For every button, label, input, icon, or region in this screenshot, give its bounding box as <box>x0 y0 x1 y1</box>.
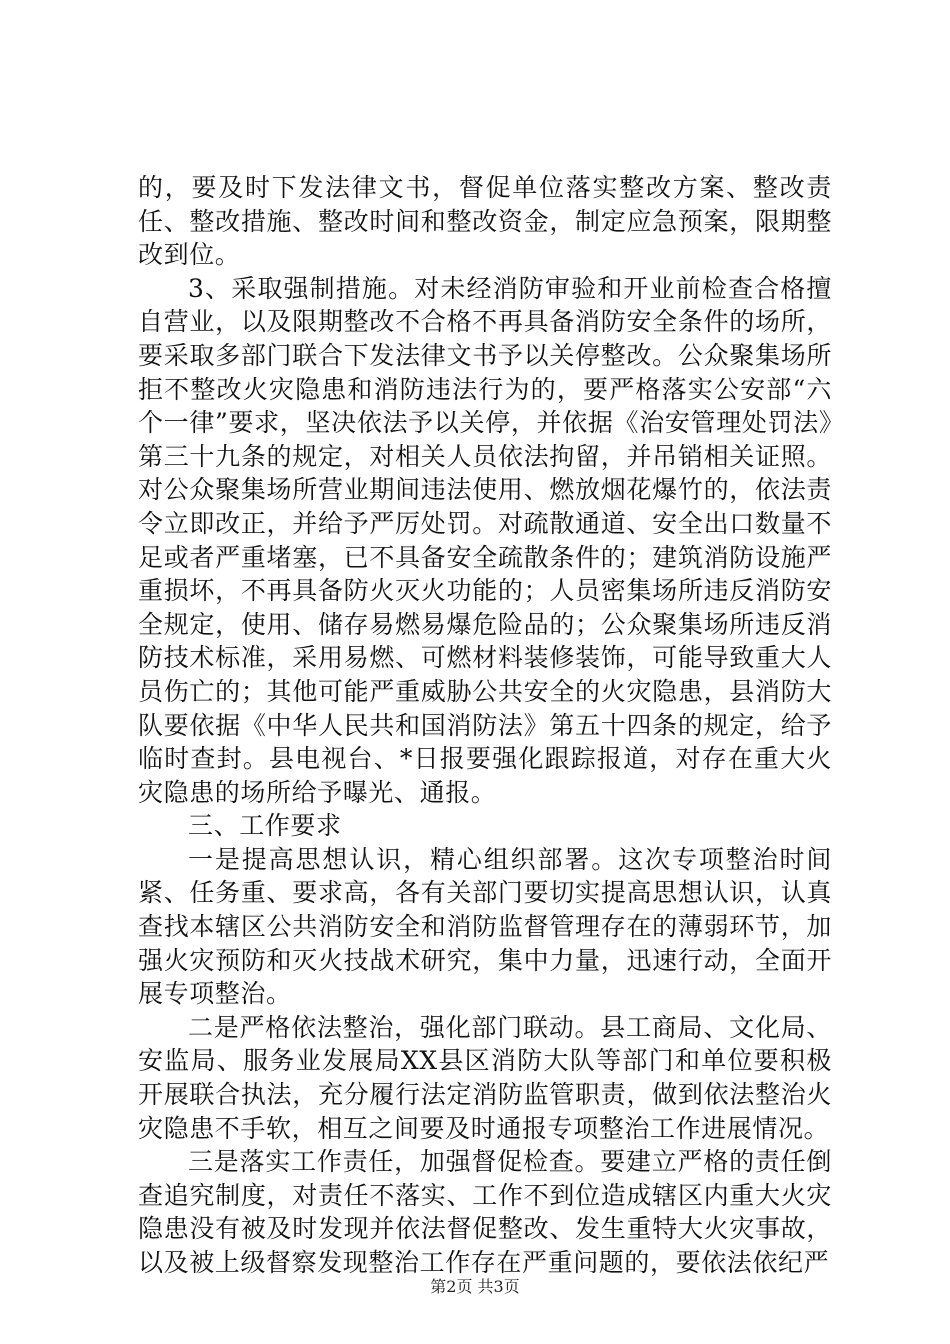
document-body <box>138 171 832 1280</box>
paragraph-requirement-two: 二是严格依法整治，强化部门联动。县工商局、文化局、安监局、服务业发展局XX县区消防大队等部门和单位要积极开展联合执法，充分履行法定消防监管职责，做到依法整治火灾隐患不手软，相互之间要及时通报专项整治工作进展情况。 <box>138 1012 832 1143</box>
section-heading-work-requirements: 三、工作要求 <box>188 811 342 841</box>
page-number-footer: 第2页 共3页 <box>430 1277 520 1296</box>
paragraph-requirement-three: 三是落实工作责任，加强督促检查。要建立严格的责任倒查追究制度，对责任不落实、工作不到位造成辖区内重大火灾隐患没有被及时发现并依法督促整改、发生重特大火灾事故，以及被上级督察发现整治工作存在严重问题的，要依法依纪严 <box>138 1147 832 1277</box>
paragraph-continuation: 的，要及时下发法律文书，督促单位落实整改方案、整改责任、整改措施、整改时间和整改资金，制定应急预案，限期整改到位。 <box>138 173 832 270</box>
paragraph-requirement-one: 一是提高思想认识，精心组织部署。这次专项整治时间紧、任务重、要求高，各有关部门要切实提高思想认识，认真查找本辖区公共消防安全和消防监督管理存在的薄弱环节，加强火灾预防和灭火技战术研究，集中力量，迅速行动，全面开展专项整治。 <box>138 844 832 1009</box>
paragraph-enforcement-measures: 3、采取强制措施。对未经消防审验和开业前检查合格擅自营业，以及限期整改不合格不再具备消防安全条件的场所，要采取多部门联合下发法律文书予以关停整改。公众聚集场所拒不整改火灾隐患和消防违法行为的，要严格落实公安部“六个一律”要求，坚决依法予以关停，并依据《治安管理处罚法》第三十九条的规定，对相关人员依法拘留，并吊销相关证照。对公众聚集场所营业期间违法使用、燃放烟花爆竹的，依法责令立即改正，并给予严厉处罚。对疏散通道、安全出口数量不足或者严重堵塞，已不具备安全疏散条件的；建筑消防设施严重损坏，不再具备防火灭火功能的；人员密集场所违反消防安全规定，使用、储存易燃易爆危险品的；公众聚集场所违反消防技术标准，采用易燃、可燃材料装修装饰，可能导致重大人员伤亡的；其他可能严重威胁公共安全的火灾隐患，县消防大队要依据《中华人民共和国消防法》第五十四条的规定，给予临时查封。县电视台、*日报要强化跟踪报道，对存在重大火灾隐患的场所给予曝光、通报。 <box>138 273 832 807</box>
